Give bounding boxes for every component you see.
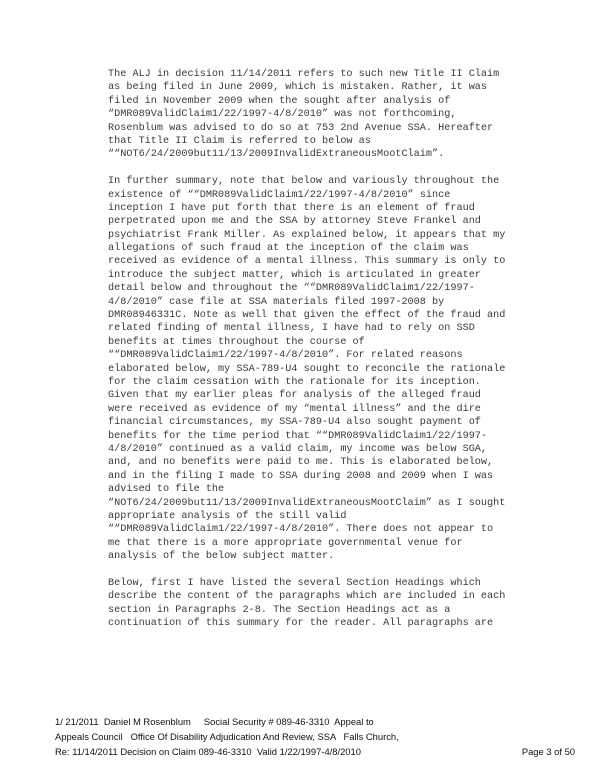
text-line: advised to file the — [108, 484, 225, 496]
text-line: and in the filing I made to SSA during 2008 and 2009 when I was — [108, 470, 494, 482]
paragraph — [108, 68, 578, 162]
text-line: perpetrated upon me and the SSA by attorney Steve Frankel and — [108, 216, 481, 228]
text-line: introduce the subject matter, which is articulated in greater — [108, 269, 481, 281]
paragraph — [108, 175, 578, 563]
text-line: In further summary, note that below and variously throughout the — [108, 176, 500, 188]
text-line: related finding of mental illness, I have had to rely on SSD — [108, 323, 475, 335]
text-line: The ALJ in decision 11/14/2011 refers to such new Title II Claim — [108, 69, 500, 80]
page-footer — [55, 714, 575, 759]
text-line: Below, first I have listed the several Section Headings which — [108, 577, 481, 589]
page-number: Page 3 of 50 — [521, 746, 575, 757]
text-line: 4/8/2010” case file at SSA materials filed 1997-2008 by — [108, 296, 445, 308]
text-line: were received as evidence of my “mental illness” and the dire — [108, 403, 481, 415]
text-line: benefits for the time period that ““DMR089ValidClaim1/22/1997- — [108, 430, 488, 442]
text-line: 4/8/2010” continued as a valid claim, my income was below SGA, — [108, 443, 488, 455]
paragraph — [108, 577, 578, 631]
text-line: psychiatrist Frank Miller. As explained below, it appears that my — [108, 229, 506, 241]
text-line: benefits at times throughout the course of — [108, 336, 365, 348]
text-line: received as evidence of a mental illness. This summary is only to — [108, 256, 506, 268]
text-line: for the claim cessation with the rationale for its inception. — [108, 376, 481, 388]
footer-line-1: 1/ 21/2011 Daniel M Rosenblum Social Security # 089-46-3310 Appeal to — [55, 716, 374, 727]
text-line: continuation of this summary for the reader. All paragraphs are — [108, 618, 494, 630]
text-line: “NOT6/24/2009but11/13/2009InvalidExtraneousMootClaim” as I sought — [108, 497, 506, 509]
text-line: ““NOT6/24/2009but11/13/2009InvalidExtraneousMootClaim”. — [108, 149, 445, 161]
text-line: describe the content of the paragraphs which are included in each — [108, 591, 506, 603]
text-line: allegations of such fraud at the inception of the claim was — [108, 243, 469, 255]
text-line: ““DMR089ValidClaim1/22/1997-4/8/2010”. For related reasons — [108, 350, 463, 362]
text-line: section in Paragraphs 2-8. The Section Headings act as a — [108, 604, 451, 616]
text-line: detail below and throughout the ““DMR089ValidClaim1/22/1997- — [108, 283, 475, 295]
text-line: existence of ““DMR089ValidClaim1/22/1997-4/8/2010” since — [108, 189, 451, 201]
document-body — [108, 68, 578, 644]
text-line: Given that my earlier pleas for analysis of the alleged fraud — [108, 390, 481, 402]
text-line: analysis of the below subject matter. — [108, 551, 335, 563]
text-line: ““DMR089ValidClaim1/22/1997-4/8/2010”. There does not appear to — [108, 524, 494, 536]
text-line: financial circumstances, my SSA-789-U4 also sought payment of — [108, 417, 481, 429]
text-line: filed in November 2009 when the sought after analysis of — [108, 95, 451, 107]
text-line: appropriate analysis of the still valid — [108, 510, 347, 522]
text-line: inception I have put forth that there is an element of fraud — [108, 202, 475, 214]
text-line: as being filed in June 2009, which is mistaken. Rather, it was — [108, 82, 488, 94]
text-line: elaborated below, my SSA-789-U4 sought to reconcile the rationale — [108, 363, 506, 375]
footer-line-2: Appeals Council Office Of Disability Adjudication And Review, SSA Falls Church, — [55, 731, 399, 742]
text-line: and, and no benefits were paid to me. This is elaborated below, — [108, 457, 494, 469]
text-line: me that there is a more appropriate governmental venue for — [108, 537, 463, 549]
text-line: that Title II Claim is referred to below as — [108, 135, 371, 147]
text-line: DMR08946331C. Note as well that given the effect of the fraud and — [108, 310, 506, 322]
text-line: “DMR089ValidClaim1/22/1997-4/8/2010” was not forthcoming, — [108, 109, 457, 121]
text-line: Rosenblum was advised to do so at 753 2nd Avenue SSA. Hereafter — [108, 122, 494, 134]
footer-line-3: Re: 11/14/2011 Decision on Claim 089-46-3310 Valid 1/22/1997-4/8/2010 — [55, 746, 361, 757]
